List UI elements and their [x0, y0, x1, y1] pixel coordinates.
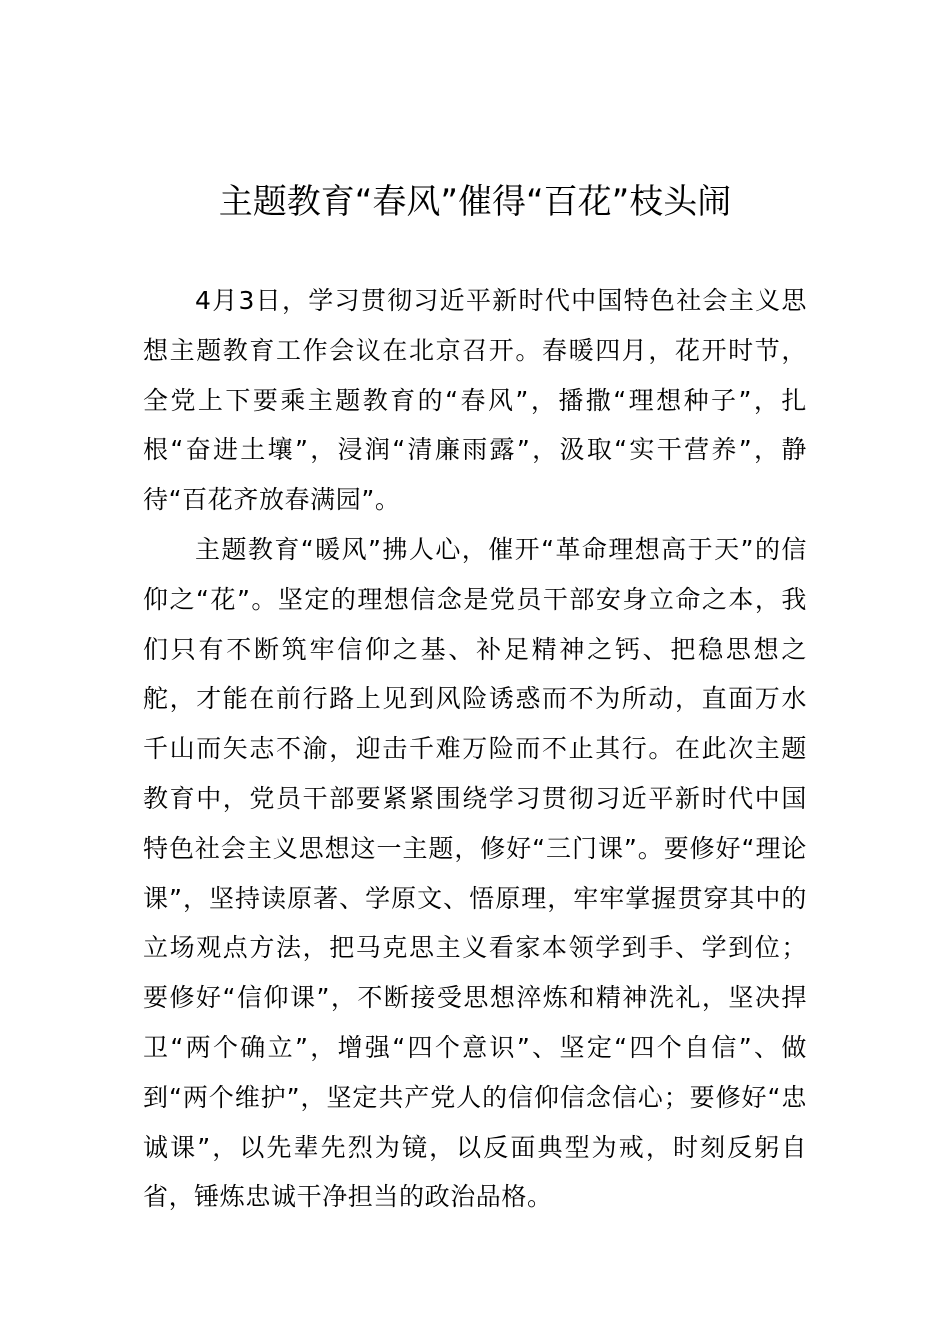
document-title: 主题教育“春风”催得“百花”枝头闹: [218, 182, 732, 222]
paragraph-1: 4月3日，学习贯彻习近平新时代中国特色社会主义思想主题教育工作会议在北京召开。春暖四月，花开时节，全党上下要乘主题教育的“春风”，播撒“理想种子”，扎根“奋进土壤”，浸润“清廉雨露”，汲取“实干营养”，静待“百花齐放春满园”。: [143, 286, 807, 515]
paragraph-2: 主题教育“暖风”拂人心，催开“革命理想高于天”的信仰之“花”。坚定的理想信念是党员干部安身立命之本，我们只有不断筑牢信仰之基、补足精神之钙、把稳思想之舵，才能在前行路上见到风险诱惑而不为所动，直面万水千山而矢志不渝，迎击千难万险而不止其行。在此次主题教育中，党员干部要紧紧围绕学习贯彻习近平新时代中国特色社会主义思想这一主题，修好“三门课”。要修好“理论课”，坚持读原著、学原文、悟原理，牢牢掌握贯穿其中的立场观点方法，把马克思主义看家本领学到手、学到位；要修好“信仰课”，不断接受思想淬炼和精神洗礼，坚决捍卫“两个确立”，增强“四个意识”、坚定“四个自信”、做到“两个维护”，坚定共产党人的信仰信念信心；要修好“忠诚课”，以先辈先烈为镜，以反面典型为戒，时刻反躬自省，锤炼忠诚干净担当的政治品格。: [143, 534, 807, 1212]
document-body: [143, 276, 807, 1222]
